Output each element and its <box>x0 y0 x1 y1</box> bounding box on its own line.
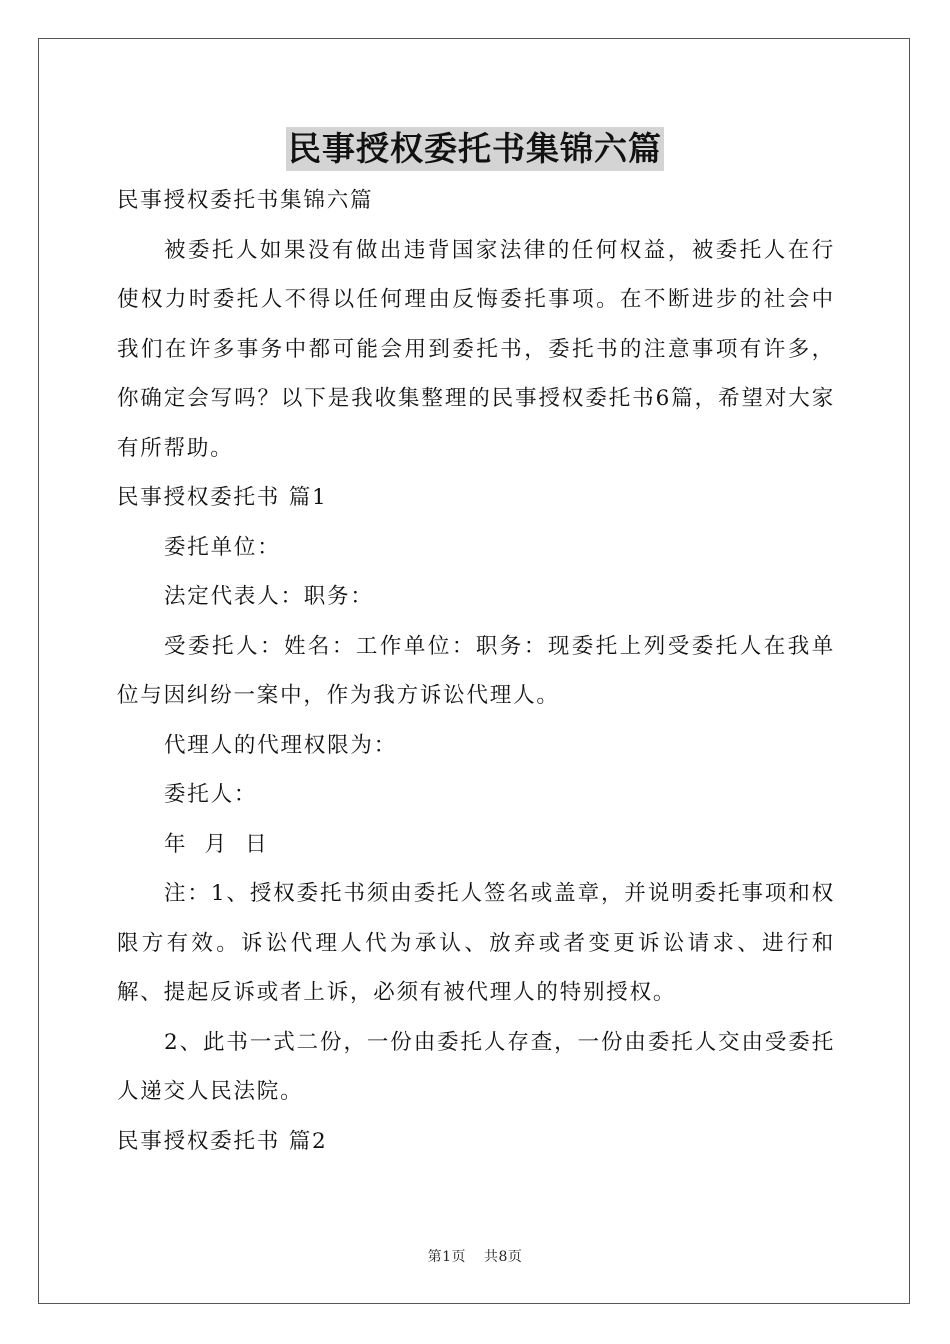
note1-paragraph: 注：1、授权委托书须由委托人签名或盖章，并说明委托事项和权限方有效。诉讼代理人代为承认、放弃或者变更诉讼请求、进行和解、提起反诉或者上诉，必须有被代理人的特别授权。 <box>117 881 835 1005</box>
document-subtitle: 民事授权委托书集锦六篇 <box>117 188 374 213</box>
document-title: 民事授权委托书集锦六篇 <box>286 127 664 171</box>
date-line: 年 月 日 <box>164 831 269 857</box>
entrusting-unit-line: 委托单位： <box>164 534 281 560</box>
page-footer <box>0 1246 950 1266</box>
section1-heading: 民事授权委托书 篇1 <box>117 485 328 510</box>
document-body <box>117 176 835 1166</box>
page-total: 共8页 <box>484 1249 523 1265</box>
legal-rep-line: 法定代表人：职务： <box>164 584 374 609</box>
authority-line: 代理人的代理权限为： <box>164 732 398 758</box>
note2-paragraph: 2、此书一式二份，一份由委托人存查，一份由委托人交由受委托人递交人民法院。 <box>117 1029 835 1104</box>
section2-heading: 民事授权委托书 篇2 <box>117 1128 328 1154</box>
intro-paragraph: 被委托人如果没有做出违背国家法律的任何权益，被委托人在行使权力时委托人不得以任何理由反悔委托事项。在不断进步的社会中我们在许多事务中都可能会用到委托书，委托书的注意事项有许多，你确定会写吗？以下是我收集整理的民事授权委托书6篇，希望对大家有所帮助。 <box>117 237 835 461</box>
principal-line: 委托人： <box>164 782 258 807</box>
trustee-paragraph: 受委托人：姓名：工作单位：职务：现委托上列受委托人在我单位与因纠纷一案中，作为我方诉讼代理人。 <box>117 633 835 708</box>
page-current: 第1页 <box>427 1249 466 1265</box>
title-wrapper <box>0 127 950 171</box>
